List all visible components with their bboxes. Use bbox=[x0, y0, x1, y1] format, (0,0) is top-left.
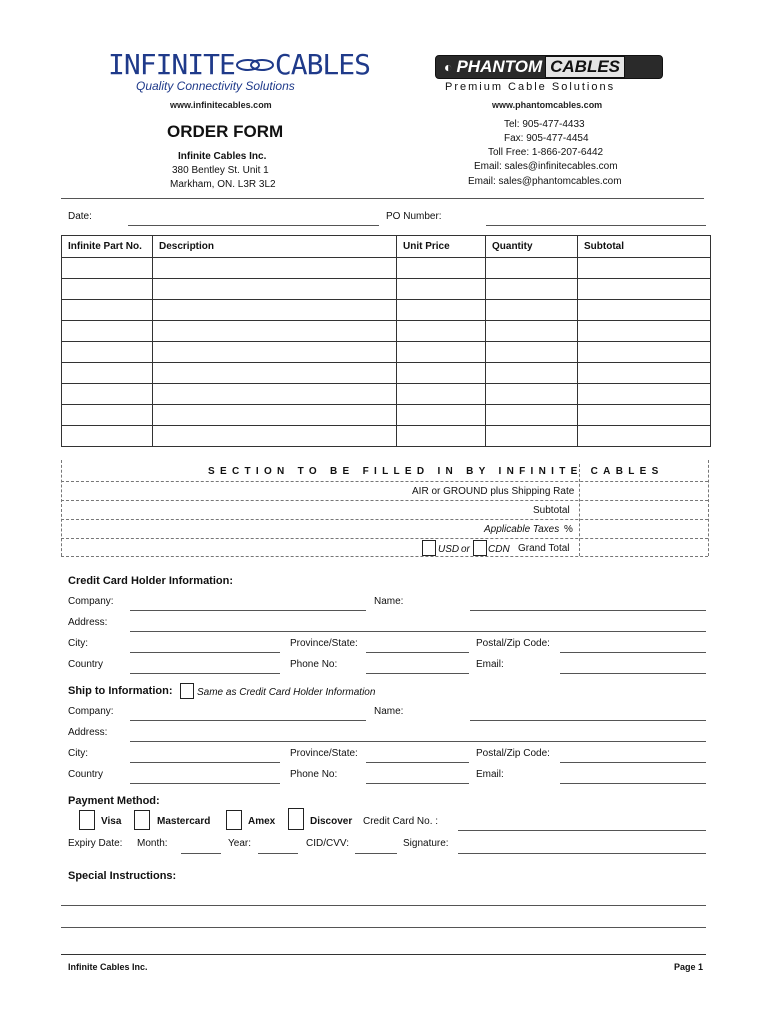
table-cell[interactable] bbox=[153, 258, 397, 279]
ch-email-field[interactable] bbox=[560, 673, 706, 674]
table-cell[interactable] bbox=[486, 363, 578, 384]
mastercard-checkbox[interactable] bbox=[134, 810, 150, 830]
table-cell[interactable] bbox=[397, 426, 486, 447]
table-cell[interactable] bbox=[62, 363, 153, 384]
month-field[interactable] bbox=[181, 853, 221, 854]
same-as-checkbox[interactable] bbox=[180, 683, 194, 699]
table-cell[interactable] bbox=[62, 384, 153, 405]
table-cell[interactable] bbox=[578, 384, 711, 405]
contact-email-1: Email: sales@infinitecables.com bbox=[474, 161, 618, 172]
cdn-checkbox[interactable] bbox=[473, 540, 487, 556]
section-column-divider bbox=[579, 464, 580, 556]
logo-brand-right: CABLES bbox=[545, 56, 625, 78]
ch-email-label: Email: bbox=[476, 659, 504, 670]
st-address-label: Address: bbox=[68, 727, 108, 738]
table-cell[interactable] bbox=[486, 342, 578, 363]
st-address-field[interactable] bbox=[130, 741, 706, 742]
header-divider bbox=[61, 198, 704, 199]
taxes-percent: % bbox=[564, 524, 573, 535]
amex-checkbox[interactable] bbox=[226, 810, 242, 830]
card-number-field[interactable] bbox=[458, 830, 706, 831]
year-field[interactable] bbox=[258, 853, 298, 854]
logo-brand-right: CABLES bbox=[274, 48, 371, 81]
discover-label: Discover bbox=[310, 816, 353, 827]
cdn-label: CDN bbox=[488, 544, 510, 555]
table-row bbox=[62, 258, 711, 279]
section-heading: SECTION TO BE FILLED IN BY INFINITE CABLES bbox=[208, 466, 664, 477]
discover-checkbox[interactable] bbox=[288, 808, 304, 830]
signature-field[interactable] bbox=[458, 853, 706, 854]
phantom-swirl-icon: ◐ bbox=[444, 59, 453, 75]
table-cell[interactable] bbox=[153, 363, 397, 384]
table-header-row bbox=[62, 236, 711, 258]
month-label: Month: bbox=[137, 838, 168, 849]
header-description: Description bbox=[153, 236, 397, 258]
ch-postal-field[interactable] bbox=[560, 652, 706, 653]
table-cell[interactable] bbox=[578, 300, 711, 321]
table-row bbox=[62, 300, 711, 321]
table-cell[interactable] bbox=[153, 384, 397, 405]
page-title: ORDER FORM bbox=[167, 122, 284, 141]
company-address-2: Markham, ON. L3R 3L2 bbox=[170, 179, 276, 190]
table-cell[interactable] bbox=[153, 405, 397, 426]
amex-label: Amex bbox=[248, 816, 276, 827]
table-cell[interactable] bbox=[153, 321, 397, 342]
table-cell[interactable] bbox=[578, 279, 711, 300]
ship-to-heading: Ship to Information: bbox=[68, 685, 173, 697]
st-company-field[interactable] bbox=[130, 720, 366, 721]
usd-checkbox[interactable] bbox=[422, 540, 436, 556]
contact-email-2: Email: sales@phantomcables.com bbox=[468, 176, 622, 187]
year-label: Year: bbox=[228, 838, 251, 849]
company-name: Infinite Cables Inc. bbox=[178, 151, 267, 162]
ch-address-label: Address: bbox=[68, 617, 108, 628]
special-instructions-heading: Special Instructions: bbox=[68, 870, 177, 882]
footer-divider bbox=[61, 954, 706, 955]
section-subtotal-label: Subtotal bbox=[533, 505, 570, 516]
card-number-label: Credit Card No. : bbox=[363, 816, 439, 827]
grand-total-label: Grand Total bbox=[518, 543, 570, 554]
contact-tel: Tel: 905-477-4433 bbox=[504, 119, 585, 130]
table-cell[interactable] bbox=[578, 363, 711, 384]
ch-province-label: Province/State: bbox=[290, 638, 358, 649]
shipping-rate-label: AIR or GROUND plus Shipping Rate bbox=[412, 486, 575, 497]
mastercard-label: Mastercard bbox=[157, 816, 211, 827]
cid-field[interactable] bbox=[355, 853, 397, 854]
section-border-right bbox=[708, 460, 709, 556]
table-cell[interactable] bbox=[397, 321, 486, 342]
order-items-table bbox=[61, 235, 711, 447]
table-row bbox=[62, 405, 711, 426]
same-as-label: Same as Credit Card Holder Information bbox=[197, 687, 376, 698]
table-cell[interactable] bbox=[397, 300, 486, 321]
infinite-url: www.infinitecables.com bbox=[170, 100, 272, 110]
table-cell[interactable] bbox=[397, 405, 486, 426]
card-holder-heading: Credit Card Holder Information: bbox=[68, 575, 234, 587]
header-subtotal: Subtotal bbox=[578, 236, 711, 258]
or-label: or bbox=[461, 544, 470, 555]
logo-brand-left: PHANTOM bbox=[456, 57, 543, 76]
special-instructions-line-2[interactable] bbox=[61, 927, 706, 928]
st-email-field[interactable] bbox=[560, 783, 706, 784]
table-cell[interactable] bbox=[397, 258, 486, 279]
st-postal-label: Postal/Zip Code: bbox=[476, 748, 550, 759]
table-cell[interactable] bbox=[62, 426, 153, 447]
table-cell[interactable] bbox=[62, 300, 153, 321]
section-border-left bbox=[61, 460, 62, 556]
table-cell[interactable] bbox=[486, 426, 578, 447]
table-row bbox=[62, 321, 711, 342]
table-cell[interactable] bbox=[397, 363, 486, 384]
table-cell[interactable] bbox=[62, 321, 153, 342]
st-city-label: City: bbox=[68, 748, 88, 759]
table-cell[interactable] bbox=[153, 300, 397, 321]
st-country-field[interactable] bbox=[130, 783, 280, 784]
po-number-label: PO Number: bbox=[386, 211, 442, 222]
cable-link-icon bbox=[235, 48, 275, 62]
table-cell[interactable] bbox=[62, 279, 153, 300]
payment-heading: Payment Method: bbox=[68, 795, 160, 807]
expiry-label: Expiry Date: bbox=[68, 838, 123, 849]
table-cell[interactable] bbox=[62, 342, 153, 363]
table-cell[interactable] bbox=[397, 279, 486, 300]
section-row-line bbox=[61, 556, 708, 557]
table-row bbox=[62, 363, 711, 384]
table-cell[interactable] bbox=[486, 405, 578, 426]
st-postal-field[interactable] bbox=[560, 762, 706, 763]
table-cell[interactable] bbox=[578, 258, 711, 279]
table-cell[interactable] bbox=[397, 342, 486, 363]
table-cell[interactable] bbox=[486, 384, 578, 405]
st-name-field[interactable] bbox=[470, 720, 706, 721]
table-row bbox=[62, 384, 711, 405]
header-unit-price: Unit Price bbox=[397, 236, 486, 258]
ch-name-field[interactable] bbox=[470, 610, 706, 611]
ch-city-label: City: bbox=[68, 638, 88, 649]
st-province-label: Province/State: bbox=[290, 748, 358, 759]
logo-brand-left: INFINITE bbox=[108, 48, 235, 81]
table-cell[interactable] bbox=[486, 321, 578, 342]
ch-company-label: Company: bbox=[68, 596, 114, 607]
st-email-label: Email: bbox=[476, 769, 504, 780]
st-company-label: Company: bbox=[68, 706, 114, 717]
table-cell[interactable] bbox=[397, 384, 486, 405]
phantom-url: www.phantomcables.com bbox=[492, 100, 603, 110]
ch-name-label: Name: bbox=[374, 596, 404, 607]
table-cell[interactable] bbox=[578, 426, 711, 447]
table-row bbox=[62, 426, 711, 447]
table-cell[interactable] bbox=[578, 342, 711, 363]
table-cell[interactable] bbox=[153, 342, 397, 363]
st-phone-field[interactable] bbox=[366, 783, 469, 784]
ch-country-field[interactable] bbox=[130, 673, 280, 674]
infinite-cables-logo bbox=[108, 48, 371, 93]
visa-label: Visa bbox=[101, 816, 122, 827]
table-row bbox=[62, 342, 711, 363]
footer-page-number: Page 1 bbox=[674, 962, 704, 972]
contact-fax: Fax: 905-477-4454 bbox=[504, 133, 589, 144]
table-cell[interactable] bbox=[578, 321, 711, 342]
section-row-line bbox=[61, 538, 708, 539]
phantom-cables-logo bbox=[435, 55, 663, 93]
table-row bbox=[62, 279, 711, 300]
ch-country-label: Country bbox=[68, 659, 104, 670]
st-province-field[interactable] bbox=[366, 762, 469, 763]
company-address-1: 380 Bentley St. Unit 1 bbox=[172, 165, 269, 176]
contact-tollfree: Toll Free: 1-866-207-6442 bbox=[488, 147, 604, 158]
ch-phone-field[interactable] bbox=[366, 673, 469, 674]
cid-label: CID/CVV: bbox=[306, 838, 349, 849]
st-country-label: Country bbox=[68, 769, 104, 780]
st-phone-label: Phone No: bbox=[290, 769, 338, 780]
usd-label: USD bbox=[438, 544, 460, 555]
ch-province-field[interactable] bbox=[366, 652, 469, 653]
date-label: Date: bbox=[68, 211, 92, 222]
table-cell[interactable] bbox=[153, 426, 397, 447]
table-cell[interactable] bbox=[486, 300, 578, 321]
ch-city-field[interactable] bbox=[130, 652, 280, 653]
table-cell[interactable] bbox=[578, 405, 711, 426]
taxes-label: Applicable Taxes bbox=[484, 524, 560, 535]
footer-company: Infinite Cables Inc. bbox=[68, 962, 148, 972]
header-part-no: Infinite Part No. bbox=[62, 236, 153, 258]
ch-postal-label: Postal/Zip Code: bbox=[476, 638, 550, 649]
section-row-line bbox=[61, 481, 708, 482]
table-cell[interactable] bbox=[153, 279, 397, 300]
section-row-line bbox=[61, 519, 708, 520]
table-cell[interactable] bbox=[486, 258, 578, 279]
signature-label: Signature: bbox=[403, 838, 449, 849]
date-field[interactable] bbox=[128, 225, 379, 226]
ch-address-field[interactable] bbox=[130, 631, 706, 632]
table-cell[interactable] bbox=[62, 258, 153, 279]
special-instructions-line-1[interactable] bbox=[61, 905, 706, 906]
visa-checkbox[interactable] bbox=[79, 810, 95, 830]
logo-tagline: Premium Cable Solutions bbox=[445, 81, 616, 93]
table-cell[interactable] bbox=[62, 405, 153, 426]
section-row-line bbox=[61, 500, 708, 501]
header-quantity: Quantity bbox=[486, 236, 578, 258]
po-number-field[interactable] bbox=[486, 225, 706, 226]
ch-phone-label: Phone No: bbox=[290, 659, 338, 670]
logo-tagline: Quality Connectivity Solutions bbox=[136, 79, 295, 93]
st-city-field[interactable] bbox=[130, 762, 280, 763]
st-name-label: Name: bbox=[374, 706, 404, 717]
ch-company-field[interactable] bbox=[130, 610, 366, 611]
table-cell[interactable] bbox=[486, 279, 578, 300]
